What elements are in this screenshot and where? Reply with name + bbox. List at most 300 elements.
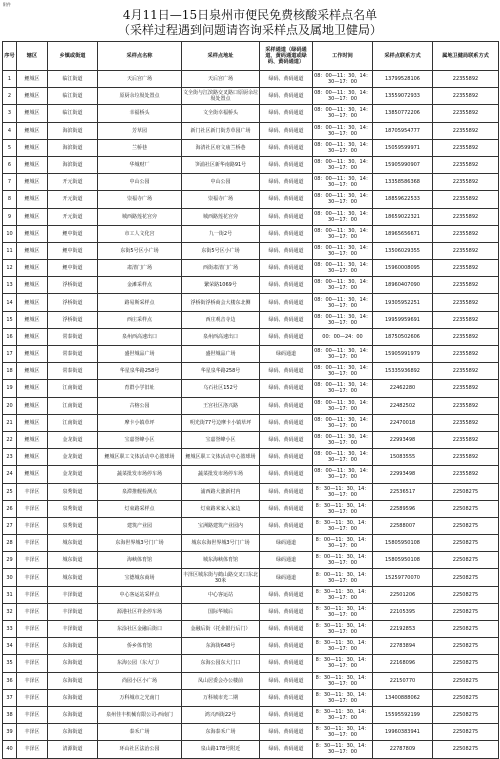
table-cell: 22355892 <box>433 294 499 311</box>
table-cell: 18705954777 <box>373 122 433 139</box>
table-row <box>3 294 499 311</box>
table-cell: 环山社区法治公园 <box>98 741 182 758</box>
table-row <box>3 311 499 328</box>
table-cell: 22355892 <box>433 208 499 225</box>
table-cell: 鲤城区职工文体活动中心篮球场 <box>182 449 260 466</box>
table-cell: 鲤城区 <box>17 139 48 156</box>
table-cell: 泉州西高速出口 <box>182 328 260 345</box>
table-cell: 丰泽区 <box>17 706 48 723</box>
table-cell: 11 <box>3 242 17 259</box>
table-cell: 丰泽街道 <box>48 603 98 620</box>
table-cell: 鲤城区 <box>17 277 48 294</box>
table-cell: 绿码通道 <box>260 552 313 569</box>
table-cell: 鲤中街道 <box>48 260 98 277</box>
table-cell: 蔬菜批发市场停车场 <box>98 466 182 483</box>
table-cell: 丰泽街道 <box>48 621 98 638</box>
table-cell: 丰泽区 <box>17 586 48 603</box>
table-cell: 侨乡体育馆 <box>98 638 182 655</box>
table-cell: 22355892 <box>433 311 499 328</box>
table-cell: 8：30—11：30、14：30—17：00 <box>313 517 373 534</box>
table-cell: 东海公园东大门口 <box>182 655 260 672</box>
table-cell: 城东海峡体育馆 <box>182 552 260 569</box>
table-row <box>3 672 499 689</box>
table-cell: 8：00—11：30、14：30—17：00 <box>313 569 373 586</box>
table-cell: 王宫社区洛兴路 <box>182 397 260 414</box>
table-cell: 丰泽区 <box>17 603 48 620</box>
table-cell: 22355892 <box>433 431 499 448</box>
table-cell: 丰泽区 <box>17 621 48 638</box>
table-cell: 东街5号区小广场 <box>98 242 182 259</box>
table-cell: 鲤城区 <box>17 191 48 208</box>
table-cell: 23 <box>3 449 17 466</box>
table-cell: 2 <box>3 88 17 105</box>
table-cell: 19960383941 <box>373 724 433 741</box>
table-cell: 浮桥街道 <box>48 294 98 311</box>
table-cell: 绿码、黄码通道 <box>260 603 313 620</box>
table-cell: 29 <box>3 552 17 569</box>
table-row <box>3 260 499 277</box>
table-cell: 东海街道 <box>48 706 98 723</box>
table-cell: 万科城市之光南门 <box>98 689 182 706</box>
table-cell: 丰泽区 <box>17 724 48 741</box>
table-cell: 育群小学旧址 <box>98 380 182 397</box>
table-cell: 绿码、黄码通道 <box>260 380 313 397</box>
table-row <box>3 191 499 208</box>
table-cell: 22355892 <box>433 397 499 414</box>
table-cell: 18659022321 <box>373 208 433 225</box>
table-cell: 绿码、黄码通道 <box>260 363 313 380</box>
table-cell: 华星泉华路258号 <box>182 363 260 380</box>
table-row <box>3 449 499 466</box>
table-cell: 22501206 <box>373 586 433 603</box>
col-header: 采样通道（绿码通道、黄码通道或绿码、黄码通道） <box>260 42 313 71</box>
table-cell: 绿码通道 <box>260 346 313 363</box>
table-cell: 08：00—11：30、14：30—17：00 <box>313 397 373 414</box>
table-cell: 08：00—11：30、14：30—17：00 <box>313 363 373 380</box>
table-cell: 37 <box>3 689 17 706</box>
table-cell: 泉秀街道 <box>48 517 98 534</box>
table-cell: 鲤城区 <box>17 397 48 414</box>
table-cell: 08：00—11：30、14：30—17：00 <box>313 71 373 88</box>
table-body <box>3 71 499 759</box>
table-cell: 22508275 <box>433 638 499 655</box>
table-cell: 22355892 <box>433 105 499 122</box>
table-cell: 15960008095 <box>373 260 433 277</box>
table-cell: 鲤城区 <box>17 242 48 259</box>
table-cell: 乌石社区152号 <box>182 380 260 397</box>
table-cell: 古榕公园 <box>98 397 182 414</box>
table-cell: 城西路莲花宫旁 <box>98 208 182 225</box>
table-cell: 鲤城区 <box>17 225 48 242</box>
table-cell: 鲤城区 <box>17 208 48 225</box>
table-cell: 原厨余垃圾处置点 <box>98 88 182 105</box>
table-row <box>3 105 499 122</box>
table-cell: 13400888062 <box>373 689 433 706</box>
table-cell: 东海街道 <box>48 672 98 689</box>
table-cell: 26 <box>3 500 17 517</box>
table-cell: 16 <box>3 328 17 345</box>
table-cell: 绿码、黄码通道 <box>260 586 313 603</box>
table-cell: 尚园小区小广场 <box>98 672 182 689</box>
table-cell: 绿码、黄码通道 <box>260 517 313 534</box>
table-row <box>3 706 499 723</box>
table-cell: 22508275 <box>433 535 499 552</box>
table-row <box>3 328 499 345</box>
table-cell: 08：00—11：30、14：30—17：00 <box>313 380 373 397</box>
table-cell: 鲤城区 <box>17 311 48 328</box>
table-cell: 22783894 <box>373 638 433 655</box>
attachment-label: 附件 <box>3 2 11 7</box>
table-cell: 丰泽区 <box>17 483 48 500</box>
table-row <box>3 156 499 173</box>
table-cell: 崇福寺广场 <box>182 191 260 208</box>
table-cell: 15 <box>3 311 17 328</box>
table-cell: 5 <box>3 139 17 156</box>
table-cell: 22508275 <box>433 689 499 706</box>
table-cell: 东海街道 <box>48 724 98 741</box>
table-cell: 15595592199 <box>373 706 433 723</box>
table-cell: 西街肃清门广场 <box>182 260 260 277</box>
table-cell: 宝德城东商场 <box>98 569 182 586</box>
table-cell: 19305952251 <box>373 294 433 311</box>
table-cell: 东海世界城3号门广场 <box>98 535 182 552</box>
table-cell: 6 <box>3 156 17 173</box>
table-cell: 08：00—11：30、14：30—17：00 <box>313 414 373 431</box>
table-cell: 城东东海世界城3号门广场 <box>182 535 260 552</box>
table-cell: 18 <box>3 363 17 380</box>
table-cell: 鲤城区 <box>17 414 48 431</box>
table-cell: 22 <box>3 431 17 448</box>
table-cell: 绿码、黄码通道 <box>260 724 313 741</box>
table-cell: 绿码、黄码通道 <box>260 672 313 689</box>
table-cell: 22508275 <box>433 517 499 534</box>
table-cell: 鲤中街道 <box>48 225 98 242</box>
table-cell: 14 <box>3 294 17 311</box>
table-row <box>3 363 499 380</box>
table-cell: 兰桥巷 <box>98 139 182 156</box>
table-cell: 东海街道 <box>48 689 98 706</box>
table-cell: 路易斯采样点 <box>98 294 182 311</box>
table-cell: 38 <box>3 706 17 723</box>
table-cell: 绿码、黄码通道 <box>260 483 313 500</box>
table-cell: 九一街2号 <box>182 225 260 242</box>
table-cell: 绿码、黄码通道 <box>260 706 313 723</box>
table-cell: 常泰街道 <box>48 346 98 363</box>
table-cell: 08：00—11：30、14：30—17：00 <box>313 449 373 466</box>
table-cell: 海滨街道 <box>48 139 98 156</box>
table-cell: 13799528106 <box>373 71 433 88</box>
table-cell: 22508275 <box>433 706 499 723</box>
table-cell: 泉秀街道 <box>48 500 98 517</box>
table-cell: 22355892 <box>433 191 499 208</box>
table-cell: 文全街与江滨路交叉路口原厨余垃圾处置点 <box>182 88 260 105</box>
page-title: 4月11日—15日泉州市便民免费核酸采样点名单 <box>122 8 378 22</box>
table-cell: 丰泽区 <box>17 552 48 569</box>
table-cell: 08：00—11：30、14：30—17：00 <box>313 311 373 328</box>
table-cell: 绿码、黄码通道 <box>260 122 313 139</box>
table-cell: 盛世城品广场 <box>98 346 182 363</box>
table-cell: 13559072933 <box>373 88 433 105</box>
table-cell: 17 <box>3 346 17 363</box>
table-cell: 绿码、黄码通道 <box>260 689 313 706</box>
table-cell: 22787809 <box>373 741 433 758</box>
table-row <box>3 208 499 225</box>
table-row <box>3 380 499 397</box>
table-cell: 36 <box>3 672 17 689</box>
table-cell: 浮桥街道 <box>48 277 98 294</box>
table-cell: 丰泽区 <box>17 741 48 758</box>
table-cell: 22355892 <box>433 71 499 88</box>
table-cell: 鲤城区 <box>17 294 48 311</box>
table-cell: 建筑产业园 <box>98 517 182 534</box>
table-cell: 城东街道 <box>48 569 98 586</box>
table-cell: 08：00—11：30、14：30—17：00 <box>313 277 373 294</box>
table-cell: 22508275 <box>433 552 499 569</box>
table-cell: 08：00—11：30、14：30—17：00 <box>313 208 373 225</box>
table-cell: 22355892 <box>433 139 499 156</box>
table-cell: 8：30—11：30、14：30—17：00 <box>313 603 373 620</box>
table-cell: 22355892 <box>433 242 499 259</box>
table-cell: 绿码、黄码通道 <box>260 105 313 122</box>
table-cell: 鲤城区 <box>17 466 48 483</box>
table-cell: 清源街道 <box>48 741 98 758</box>
table-cell: 源港社区祥企停车场 <box>98 603 182 620</box>
table-cell: 丰泽区 <box>17 569 48 586</box>
table-cell: 22355892 <box>433 380 499 397</box>
table-cell: 22355892 <box>433 449 499 466</box>
table-cell: 市工人文化宫 <box>98 225 182 242</box>
table-cell: 15805950108 <box>373 535 433 552</box>
table-cell: 开元街道 <box>48 191 98 208</box>
table-cell: 鲤城区 <box>17 88 48 105</box>
col-header: 辖区 <box>17 42 48 71</box>
table-cell: 22470018 <box>373 414 433 431</box>
table-cell: 鲤城区 <box>17 122 48 139</box>
table-row <box>3 88 499 105</box>
table-cell: 泰禾广场 <box>98 724 182 741</box>
table-cell: 08：00—11：30、14：30—17：00 <box>313 466 373 483</box>
table-cell: 丰泽区 <box>17 535 48 552</box>
table-cell: 丰泽区 <box>17 689 48 706</box>
table-cell: 08：00—11：30、14：30—17：00 <box>313 431 373 448</box>
table-cell: 22355892 <box>433 174 499 191</box>
table-cell: 8：30—11：30、14：30—17：00 <box>313 724 373 741</box>
table-cell: 34 <box>3 638 17 655</box>
table-cell: 22355892 <box>433 414 499 431</box>
table-cell: 绿码通道 <box>260 569 313 586</box>
table-row <box>3 621 499 638</box>
table-cell: 08：00—11：30、14：30—17：00 <box>313 260 373 277</box>
table-cell: 东海街道 <box>48 655 98 672</box>
table-row <box>3 638 499 655</box>
table-cell: 8：30—11：30、14：30—17：00 <box>313 621 373 638</box>
table-row <box>3 603 499 620</box>
table-row <box>3 655 499 672</box>
table-cell: 绿码、黄码通道 <box>260 294 313 311</box>
table-cell: 鲤城区 <box>17 431 48 448</box>
table-cell: 鲤城区 <box>17 174 48 191</box>
table-cell: 鲤中街道 <box>48 242 98 259</box>
table-cell: 临江街道 <box>48 71 98 88</box>
table-cell: 27 <box>3 517 17 534</box>
table-cell: 绿码、黄码通道 <box>260 208 313 225</box>
table-cell: 08：00—11：30、14：30—17：00 <box>313 191 373 208</box>
table-cell: 鲤城区 <box>17 156 48 173</box>
table-cell: 城东街道 <box>48 552 98 569</box>
table-cell: 10 <box>3 225 17 242</box>
table-cell: 08：00—11：30、14：30—17：00 <box>313 346 373 363</box>
table-cell: 繁荣路1069号 <box>182 277 260 294</box>
table-row <box>3 466 499 483</box>
table-cell: 丰泽区 <box>17 500 48 517</box>
table-cell: 08：00—11：30、14：30—17：00 <box>313 105 373 122</box>
table-cell: 22508275 <box>433 741 499 758</box>
table-cell: 宝嘉誉峰小区 <box>98 431 182 448</box>
table-cell: 22508275 <box>433 655 499 672</box>
table-cell: 22355892 <box>433 225 499 242</box>
table-cell: 3 <box>3 105 17 122</box>
table-cell: 22168096 <box>373 655 433 672</box>
table-cell: 08：00—11：30、14：30—17：00 <box>313 174 373 191</box>
table-cell: 东涂社区金融后街口 <box>98 621 182 638</box>
table-cell: 盛世城品广场 <box>182 346 260 363</box>
table-cell: 灯束路采样点 <box>98 500 182 517</box>
table-cell: 浦西路大涨新村内 <box>182 483 260 500</box>
col-header: 属地卫健局联系方式 <box>433 42 499 71</box>
table-cell: 绿码、黄码通道 <box>260 242 313 259</box>
table-cell: 鲤城区 <box>17 346 48 363</box>
table-cell: 鲤城区 <box>17 449 48 466</box>
table-cell: 22355892 <box>433 88 499 105</box>
col-header: 乡镇或街道 <box>48 42 98 71</box>
table-cell: 19959959691 <box>373 311 433 328</box>
table-row <box>3 277 499 294</box>
table-cell: 39 <box>3 724 17 741</box>
table-row <box>3 174 499 191</box>
col-header: 序号 <box>3 42 17 71</box>
table-cell: 08：00—11：30、14：30—17：00 <box>313 156 373 173</box>
table-cell: 22355892 <box>433 122 499 139</box>
table-row <box>3 517 499 534</box>
table-cell: 金滩采样点 <box>98 277 182 294</box>
table-cell: 22482502 <box>373 397 433 414</box>
table-row <box>3 569 499 586</box>
table-cell: 东海街648号 <box>182 638 260 655</box>
table-cell: 绿码、黄码通道 <box>260 431 313 448</box>
table-cell: 22355892 <box>433 328 499 345</box>
table-cell: 鲤城区 <box>17 105 48 122</box>
table-cell: 15905991979 <box>373 346 433 363</box>
table-cell: 8：30—11：30、14：30—17：00 <box>313 741 373 758</box>
table-cell: 海滨街道 <box>48 122 98 139</box>
table-cell: 东海泰禾广场 <box>182 724 260 741</box>
table-cell: 22355892 <box>433 346 499 363</box>
table-cell: 绿码、黄码通道 <box>260 621 313 638</box>
table-cell: 鲤城区 <box>17 328 48 345</box>
table-cell: 绿码、黄码通道 <box>260 156 313 173</box>
table-cell: 22355892 <box>433 363 499 380</box>
table-cell: 绿码、黄码通道 <box>260 638 313 655</box>
page-subtitle: （采样过程遇到问题请咨询采样点及属地卫健局） <box>117 23 382 37</box>
table-cell: 西庄采样点 <box>98 311 182 328</box>
table-row <box>3 431 499 448</box>
table-cell: 文全街幸福桥头 <box>182 105 260 122</box>
table-row <box>3 689 499 706</box>
table-cell: 明光街77号边摩卡小镇草坪 <box>182 414 260 431</box>
table-row <box>3 552 499 569</box>
table-cell: 江南街道 <box>48 414 98 431</box>
table-cell: 32 <box>3 603 17 620</box>
table-cell: 鲤城区 <box>17 71 48 88</box>
table-cell: 丰泽区 <box>17 655 48 672</box>
table-cell: 金龙街道 <box>48 449 98 466</box>
table-cell: 31 <box>3 586 17 603</box>
table-cell: 4 <box>3 122 17 139</box>
table-cell: 22508275 <box>433 500 499 517</box>
table-cell: 13850772206 <box>373 105 433 122</box>
table-cell: 08：00—11：30、14：30—17：00 <box>313 294 373 311</box>
table-row <box>3 500 499 517</box>
table-cell: 1 <box>3 71 17 88</box>
table-cell: 15083555 <box>373 449 433 466</box>
table-cell: 08：00—11：30、14：30—17：00 <box>313 225 373 242</box>
table-cell: 08：00—11：30、14：30—17：00 <box>313 242 373 259</box>
table-cell: 中心客运站 <box>182 586 260 603</box>
table-cell: 江南街道 <box>48 380 98 397</box>
table-cell: 绿码、黄码通道 <box>260 225 313 242</box>
table-cell: 8：30—11：30、14：30—17：00 <box>313 655 373 672</box>
table-cell: 丰泽区 <box>17 672 48 689</box>
table-cell: 22355892 <box>433 277 499 294</box>
table-cell: 08：00—11：30、14：30—17：00 <box>313 139 373 156</box>
table-cell: 8：30—11：30、14：30—17：00 <box>313 500 373 517</box>
table-cell: 21 <box>3 414 17 431</box>
table-cell: 崇福寺广场 <box>98 191 182 208</box>
table-cell: 22192853 <box>373 621 433 638</box>
table-cell: 中山公园 <box>182 174 260 191</box>
table-row <box>3 741 499 758</box>
table-row <box>3 483 499 500</box>
table-cell: 22150770 <box>373 672 433 689</box>
table-row <box>3 414 499 431</box>
table-cell: 绿码、黄码通道 <box>260 741 313 758</box>
table-cell: 华星泉华路258号 <box>98 363 182 380</box>
table-cell: 08：00—11：30、14：30—17：00 <box>313 122 373 139</box>
table-cell: 22536517 <box>373 483 433 500</box>
table-cell: 宝洲路建筑产业园内 <box>182 517 260 534</box>
table-cell: 泉滞推舰检测点 <box>98 483 182 500</box>
table-cell: 15259770070 <box>373 569 433 586</box>
table-cell: 15805950108 <box>373 552 433 569</box>
table-row <box>3 122 499 139</box>
table-cell: 22355892 <box>433 260 499 277</box>
table-cell: 常泰街道 <box>48 328 98 345</box>
col-header: 采样点联系方式 <box>373 42 433 71</box>
table-cell: 22508275 <box>433 672 499 689</box>
table-cell: 常泰街道 <box>48 363 98 380</box>
table-row <box>3 225 499 242</box>
table-cell: 18750502606 <box>373 328 433 345</box>
table-cell: 海滨街道 <box>48 156 98 173</box>
table-cell: 中心客运站采样点 <box>98 586 182 603</box>
table-row <box>3 535 499 552</box>
table-cell: 浮桥街浮桥商会大楼东北侧 <box>182 294 260 311</box>
table-cell: 绿码、黄码通道 <box>260 88 313 105</box>
table-cell: 金融后街（托业银行后门） <box>182 621 260 638</box>
table-cell: 8：30—11：30、14：30—17：00 <box>313 706 373 723</box>
table-cell: 绿码、黄码通道 <box>260 174 313 191</box>
table-cell: 30 <box>3 569 17 586</box>
